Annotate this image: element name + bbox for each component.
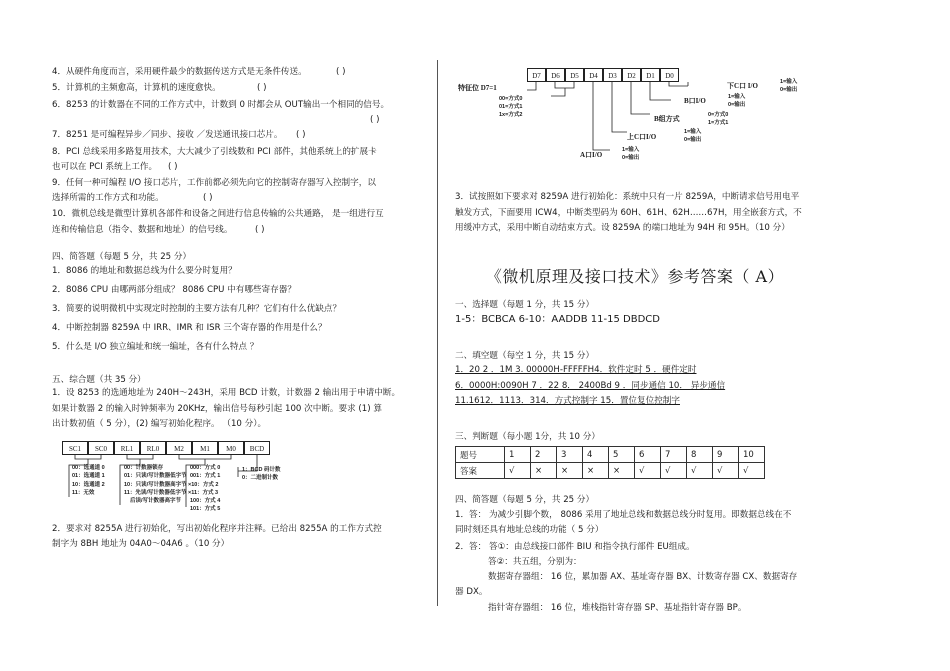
selection-answers: 1-5：BCBCA 6-10：AADDB 11-15 DBDCD bbox=[455, 314, 660, 325]
table-row bbox=[456, 463, 765, 479]
short-answer-2-line5: 指针寄存器组： 16 位，堆栈指针寄存器 SP、基址指针寄存器 BP。 bbox=[488, 603, 747, 613]
short-answer-2-line3: 数据寄存器组： 16 位，累加器 AX、基址寄存器 BX、计数寄存器 CX、数据寄存 bbox=[488, 572, 798, 582]
mode-option: 101：方式 5 bbox=[190, 506, 221, 512]
short-answer-2-line1: 2．答： 答①：由总线接口部件 BIU 和指令执行部件 EU组成。 bbox=[455, 542, 695, 552]
table-cell: √ bbox=[713, 463, 739, 479]
lower-portc-option: 1=输入 bbox=[780, 79, 798, 85]
group-b-mode-label: B组方式 bbox=[654, 115, 680, 123]
bit-box: D6 bbox=[546, 68, 565, 82]
comp-question-2-line1: 2．要求对 8255A 进行初始化，写出初始化程序并注释。已给出 8255A 的工作方式控 bbox=[52, 524, 382, 534]
group-b-mode-option: 0=方式0 bbox=[708, 112, 729, 118]
table-cell: 9 bbox=[713, 447, 739, 463]
control-word-8255-connectors bbox=[505, 82, 720, 162]
comp-question-2-line2: 制字为 8BH 地址为 04A0～04A6 。（10 分） bbox=[52, 539, 230, 549]
tf-question-7: 7．8251 是可编程异步／同步、接收 ／发送通讯接口芯片。 bbox=[52, 130, 283, 140]
tf-question-10-line1: 10．微机总线是微型计算机各部件和设备之间进行信息传输的公共通路， 是一组进行互 bbox=[52, 209, 384, 219]
comp-question-3-line1: 3．试按照如下要求对 8259A 进行初始化：系统中只有一片 8259A，中断请求信号用电平 bbox=[455, 192, 800, 202]
table-cell: 8 bbox=[687, 447, 713, 463]
mode-option: ×10：方式 2 bbox=[188, 482, 219, 488]
table-cell: 2 bbox=[531, 447, 557, 463]
portb-io-label: B口I/O bbox=[684, 97, 706, 105]
bit-box: D3 bbox=[603, 68, 622, 82]
mode-option: 000：方式 0 bbox=[190, 465, 221, 471]
tf-question-9-line2: 选择所需的工作方式和功能。 bbox=[52, 193, 164, 203]
bit-box: D5 bbox=[565, 68, 584, 82]
fill-section-heading: 二、填空题（每空 1 分，共 15 分） bbox=[455, 351, 595, 361]
rl-option: 10：只读/写计数器高字节 bbox=[124, 482, 187, 488]
table-cell: 3 bbox=[557, 447, 583, 463]
table-cell: 10 bbox=[739, 447, 765, 463]
bit-box: M1 bbox=[192, 441, 218, 455]
table-header-label: 题号 bbox=[456, 447, 505, 463]
short-question-1: 1．8086 的地址和数据总线为什么要分时复用？ bbox=[52, 266, 237, 276]
table-cell: √ bbox=[635, 463, 661, 479]
bcd-option: 1：BCD 码计数 bbox=[242, 467, 281, 473]
rl-option: 00：计数器锁存 bbox=[124, 465, 164, 471]
feature-bit-label: 特征位 D7=1 bbox=[458, 84, 497, 92]
table-cell: 6 bbox=[635, 447, 661, 463]
table-cell: 7 bbox=[661, 447, 687, 463]
bit-box: RL1 bbox=[114, 441, 140, 455]
bit-box: SC1 bbox=[62, 441, 88, 455]
fill-answers-line1: 1．20 2 ．1M 3. 00000H-FFFFFH4．软件定时 5 ．硬件定时 bbox=[455, 365, 697, 375]
group-b-mode-option: 1=方式1 bbox=[708, 120, 729, 126]
porta-option: 0=输出 bbox=[622, 155, 640, 161]
upper-portc-option: 0=输出 bbox=[684, 137, 702, 143]
comprehensive-section-heading: 五、综合题（共 35 分） bbox=[52, 375, 146, 385]
tf-answer-blank-8: ( ) bbox=[168, 162, 178, 172]
comp-question-3-line3: 用缓冲方式，采用中断自动结束方式。设 8259A 的端口地址为 94H 和 95H。（10 分） bbox=[455, 223, 790, 233]
short-answer-key-heading: 四、简答题（每题 5 分，共 25 分） bbox=[455, 495, 595, 505]
bit-box: M0 bbox=[218, 441, 244, 455]
short-answer-2-line2: 答②：共五组，分别为： bbox=[488, 557, 582, 567]
bit-box: D7 bbox=[527, 68, 546, 82]
table-cell: × bbox=[531, 463, 557, 479]
short-question-2: 2．8086 CPU 由哪两部分组成？ 8086 CPU 中有哪些寄存器？ bbox=[52, 285, 296, 295]
short-question-3: 3．简要的说明微机中实现定时控制的主要方法有几种？它们有什么优缺点？ bbox=[52, 304, 342, 314]
fill-answers-line3: 11.1612．1113．314．方式控制字 15．置位复位控制字 bbox=[455, 396, 680, 406]
porta-io-label: A口I/O bbox=[580, 151, 603, 159]
short-question-4: 4．中断控制器 8259A 中 IRR、IMR 和 ISR 三个寄存器的作用是什么？ bbox=[52, 323, 327, 333]
bcd-option: 0：二进制计数 bbox=[242, 475, 279, 481]
sc-option: 10：选通道 2 bbox=[72, 482, 105, 488]
mode-option: 100：方式 4 bbox=[190, 498, 221, 504]
short-question-5: 5．什么是 I/O 独立编址和统一编址，各有什么特点 ？ bbox=[52, 342, 259, 352]
rl-option: 后读/写计数器高字节 bbox=[130, 498, 182, 504]
tf-answer-blank-7: ( ) bbox=[296, 130, 306, 140]
control-word-8253-bits bbox=[62, 441, 270, 455]
comp-question-1-line1: 1．设 8253 的选通地址为 240H～243H，采用 BCD 计数，计数器 2 输出用于申请中断。 bbox=[52, 388, 401, 398]
bit-box: RL0 bbox=[140, 441, 166, 455]
comp-question-1-line2: 如果计数器 2 的输入时钟频率为 20KHz，输出信号每秒引起 100 次中断。要求 (1) 算 bbox=[52, 404, 382, 414]
table-cell: √ bbox=[661, 463, 687, 479]
rl-option: 01：只读/写计数器低字节 bbox=[124, 473, 187, 479]
upper-portc-option: 1=输入 bbox=[684, 129, 702, 135]
table-cell: × bbox=[557, 463, 583, 479]
selection-section-heading: 一、选择题（每题 1 分，共 15 分） bbox=[455, 300, 595, 310]
tf-answer-blank-4: ( ) bbox=[336, 67, 346, 77]
porta-option: 1=输入 bbox=[622, 147, 640, 153]
upper-portc-label: 上C口I/O bbox=[627, 133, 657, 141]
tf-answer-blank-9: ( ) bbox=[203, 193, 213, 203]
tf-question-4: 4．从硬件角度而言，采用硬件最少的数据传送方式是无条件传送。 bbox=[52, 67, 307, 77]
tf-question-6: 6．8253 的计数器在不同的工作方式中，计数到 0 时都会从 OUT输出一个相同的信号。 bbox=[52, 100, 390, 110]
tf-question-10-line2: 连和传输信息（指令、数据和地址）的信号线。 bbox=[52, 225, 233, 235]
sc-option: 11：无效 bbox=[72, 490, 95, 496]
comp-question-3-line2: 触发方式，下面要用 ICW4，中断类型码为 60H、61H、62H……67H，用全嵌套方式，不 bbox=[455, 208, 802, 218]
mode-option: 001：方式 1 bbox=[190, 473, 221, 479]
bit-box: D2 bbox=[622, 68, 641, 82]
table-cell: 5 bbox=[609, 447, 635, 463]
short-answer-1-line1: 1．答： 为减少引脚个数， 8086 采用了地址总线和数据总线分时复用。即数据总线在不 bbox=[455, 510, 792, 520]
judgement-answer-table bbox=[455, 446, 765, 479]
tf-question-8-line1: 8．PCI 总线采用多路复用技术，大大减少了引线数和 PCI 部件，其他系统上的扩展卡 bbox=[52, 147, 377, 157]
bit-box: D0 bbox=[660, 68, 679, 82]
tf-answer-blank-5: ( ) bbox=[257, 83, 267, 93]
lower-portc-label: 下C口 I/O bbox=[727, 82, 758, 90]
fill-answers-line2: 6．0000H:0090H 7 ．22 8． 2400Bd 9 ．同步通信 10． 异步通信 bbox=[455, 381, 726, 391]
sc-option: 00：选通道 0 bbox=[72, 465, 105, 471]
short-answer-2-line4: 器 DX。 bbox=[455, 587, 488, 597]
mode-option: ×11：方式 3 bbox=[188, 490, 219, 496]
comp-question-1-line3: 出计数初值（ 5 分），(2) 编写初始化程序。 （10 分）。 bbox=[52, 419, 267, 429]
table-answer-label: 答案 bbox=[456, 463, 505, 479]
table-cell: √ bbox=[687, 463, 713, 479]
group-a-mode-option: 01=方式1 bbox=[499, 104, 523, 110]
control-word-8255-bits bbox=[527, 68, 679, 82]
lower-portc-option: 0=输出 bbox=[780, 87, 798, 93]
portb-option: 0=输出 bbox=[728, 102, 746, 108]
short-answer-section-heading: 四、简答题（每题 5 分，共 25 分） bbox=[52, 252, 192, 262]
table-cell: √ bbox=[505, 463, 531, 479]
bit-box: BCD bbox=[244, 441, 270, 455]
column-divider bbox=[437, 60, 438, 606]
table-row bbox=[456, 447, 765, 463]
judgement-section-heading: 三、判断题（每小题 1分，共 10 分） bbox=[455, 432, 600, 442]
tf-question-5: 5．计算机的主频愈高，计算机的速度愈快。 bbox=[52, 83, 221, 93]
portb-option: 1=输入 bbox=[728, 94, 746, 100]
table-cell: × bbox=[583, 463, 609, 479]
sc-option: 01：选通道 1 bbox=[72, 473, 105, 479]
group-a-mode-option: 00=方式0 bbox=[499, 96, 523, 102]
table-cell: 1 bbox=[505, 447, 531, 463]
bit-box: SC0 bbox=[88, 441, 114, 455]
table-cell: 4 bbox=[583, 447, 609, 463]
tf-question-9-line1: 9．任何一种可编程 I/O 接口芯片，工作前都必须先向它的控制寄存器写入控制字，以 bbox=[52, 178, 376, 188]
tf-answer-blank-10: ( ) bbox=[255, 225, 265, 235]
group-a-mode-option: 1x=方式2 bbox=[499, 112, 523, 118]
answer-key-title: 《微机原理及接口技术》参考答案（ A） bbox=[485, 267, 785, 286]
bit-box: D4 bbox=[584, 68, 603, 82]
tf-answer-blank-6: ( ) bbox=[370, 115, 380, 125]
tf-question-8-line2: 也可以在 PCI 系统上工作。 bbox=[52, 162, 158, 172]
rl-option: 11：先读/写计数器低字节 bbox=[124, 490, 187, 496]
bit-box: M2 bbox=[166, 441, 192, 455]
table-cell: × bbox=[609, 463, 635, 479]
bit-box: D1 bbox=[641, 68, 660, 82]
table-cell: √ bbox=[739, 463, 765, 479]
short-answer-1-line2: 同时刻还具有地址总线的功能（ 5 分） bbox=[455, 525, 604, 535]
